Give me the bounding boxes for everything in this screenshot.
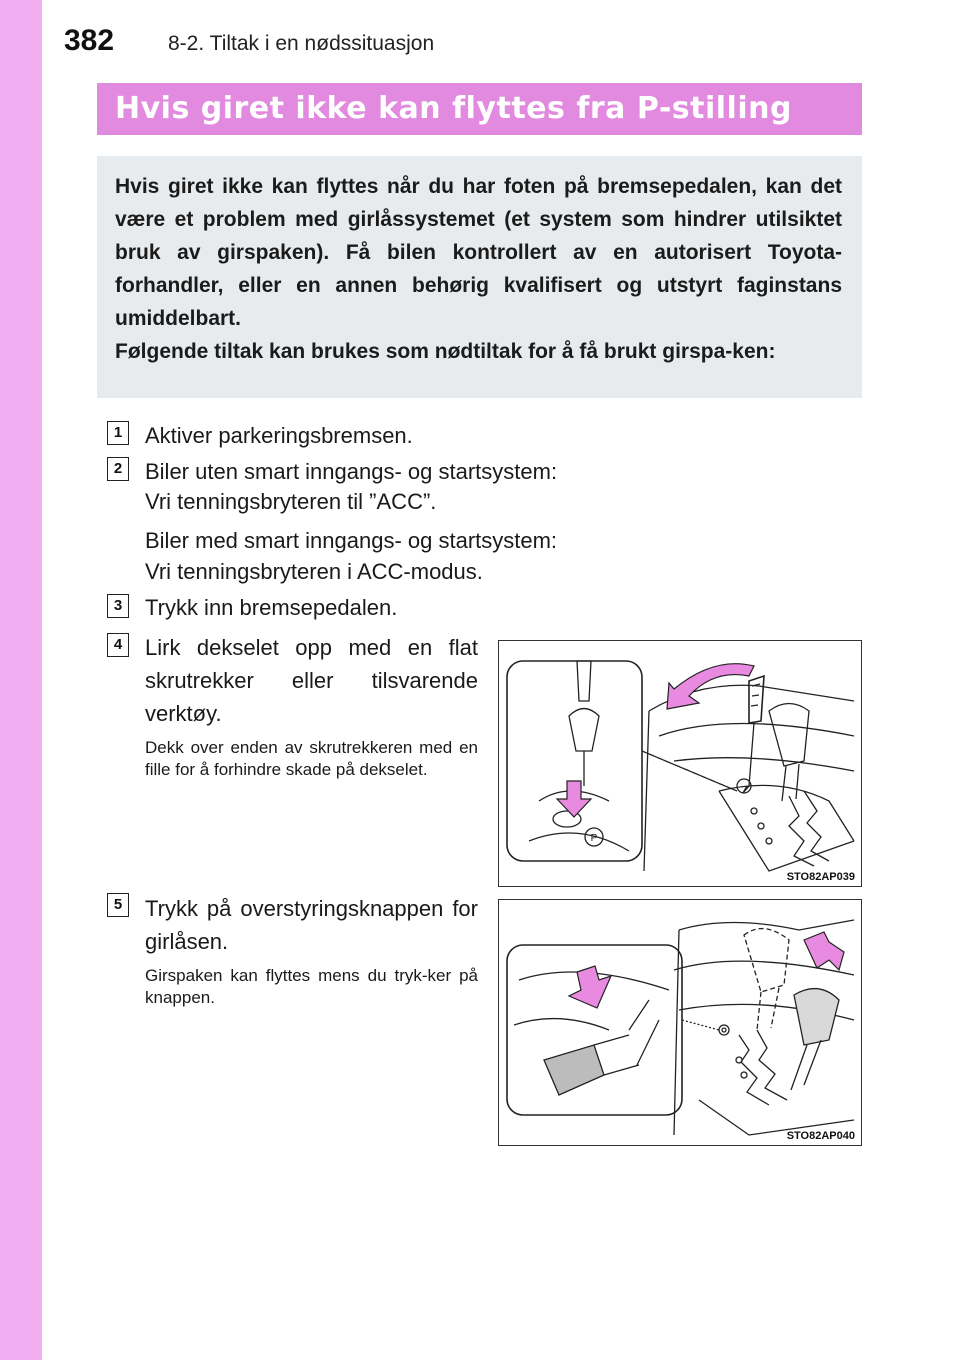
rotate-arrow-icon bbox=[667, 664, 754, 709]
p-position-label: P bbox=[590, 833, 598, 844]
step-2-line-3: Biler med smart inngangs- og startsystem: bbox=[145, 528, 558, 553]
step-1-text: Aktiver parkeringsbremsen. bbox=[145, 423, 413, 448]
move-arrow-icon bbox=[804, 932, 844, 970]
step-3-text: Trykk inn bremsepedalen. bbox=[145, 595, 398, 620]
figure-step-4-illustration bbox=[499, 641, 860, 885]
step-2-line-1: Biler uten smart inngangs- og startsystem: bbox=[145, 459, 558, 484]
step-number-1: 1 bbox=[107, 421, 129, 445]
step-5-note: Girspaken kan flyttes mens du tryk-ker på knappen. bbox=[145, 966, 478, 1007]
step-2-line-4: Vri tenningsbryteren i ACC-modus. bbox=[145, 559, 483, 584]
step-number-5: 5 bbox=[107, 893, 129, 917]
intro-paragraph-2: Følgende tiltak kan brukes som nødtiltak for å få brukt girspa-ken: bbox=[115, 340, 776, 363]
intro-box bbox=[97, 156, 862, 398]
step-2-line-2: Vri tenningsbryteren til ”ACC”. bbox=[145, 489, 437, 514]
step-number-4: 4 bbox=[107, 633, 129, 657]
figure-step-4 bbox=[498, 640, 862, 887]
figure-code-040: STO82AP040 bbox=[786, 1130, 855, 1142]
step-4-text: Lirk dekselet opp med en flat skrutrekker eller tilsvarende verktøy. bbox=[145, 635, 478, 726]
figure-code-039: STO82AP039 bbox=[786, 871, 855, 883]
intro-paragraph-1: Hvis giret ikke kan flyttes når du har foten på bremsepedalen, kan det være et problem med girlåssystemet (et system som hindrer utilsiktet bruk av girspaken). Få bilen kontrollert av en autorisert Toyota-forhandler, eller en annen behørig kvalifisert og utstyrt faginstans umiddelbart. bbox=[115, 175, 842, 330]
figure-step-5-illustration bbox=[499, 900, 860, 1144]
step-number-3: 3 bbox=[107, 594, 129, 618]
title-band bbox=[97, 83, 862, 135]
section-title: 8-2. Tiltak i en nødssituasjon bbox=[168, 32, 435, 55]
figure-step-5 bbox=[498, 899, 862, 1146]
step-number-2: 2 bbox=[107, 457, 129, 481]
step-5-text: Trykk på overstyringsknappen for girlåsen. bbox=[145, 896, 478, 954]
page-number: 382 bbox=[64, 24, 115, 57]
page-title: Hvis giret ikke kan flyttes fra P-stilling bbox=[115, 91, 792, 126]
step-4-note: Dekk over enden av skrutrekkeren med en fille for å forhindre skade på dekselet. bbox=[145, 738, 478, 779]
side-tab-bar bbox=[0, 0, 42, 1360]
